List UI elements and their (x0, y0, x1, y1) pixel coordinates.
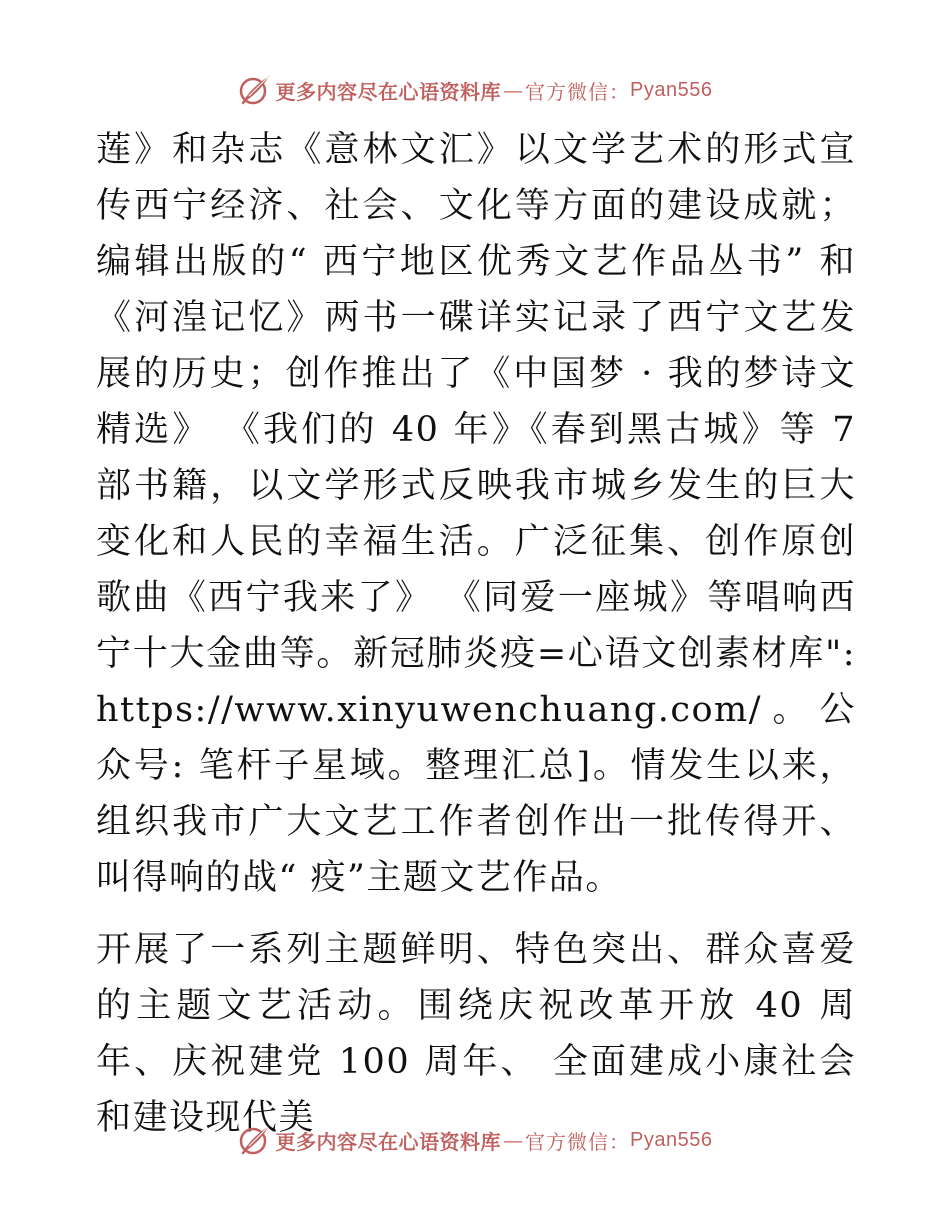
banner-brand-text: 更多内容尽在心语资料库 (275, 1129, 502, 1154)
banner-separator: — (503, 1128, 524, 1152)
banner-wechat-id: Pyan556 (630, 1128, 713, 1151)
banner-official-label: 官方微信： (525, 79, 631, 104)
footer-banner (0, 1120, 950, 1160)
body-paragraph-2: 开展了一系列主题鲜明、特色突出、群众喜爱的主题文艺活动。围绕庆祝改革开放 40 周年、庆祝建党 100 周年、 全面建成小康社会和建设现代美 (96, 930, 856, 1138)
document-body (96, 122, 856, 1146)
banner-separator: — (503, 78, 524, 102)
header-banner (0, 70, 950, 110)
body-paragraph-1: 莲》和杂志《意林文汇》以文学艺术的形式宣传西宁经济、社会、文化等方面的建设成就；编辑出版的“ 西宁地区优秀文艺作品丛书” 和《河湟记忆》两书一碟详实记录了西宁文艺发展的历史；创作推出了《中国梦 · 我的梦诗文精选》 《我们的 40 年》《春到黑古城》等 7 部书籍，以文学形式反映我市城乡发生的巨大变化和人民的幸福生活。广泛征集、创作原创歌曲《西宁我来了》 《同爱一座城》等唱响西宁十大金曲等。新冠肺炎疫=心语文创素材库": https://www.xinyuwenchuang.com/。公众号: 笔杆子星域。整理汇总]。情发生以来，组织我市广大文艺工作者创作出一批传得开、叫得响的战“ 疫”主题文艺作品。 (96, 130, 856, 898)
banner-official-label: 官方微信： (525, 1129, 631, 1154)
feather-pen-logo-icon (238, 1123, 272, 1157)
banner-wechat-id: Pyan556 (630, 78, 713, 101)
feather-pen-logo-icon (238, 73, 272, 107)
banner-brand-text: 更多内容尽在心语资料库 (275, 79, 502, 104)
